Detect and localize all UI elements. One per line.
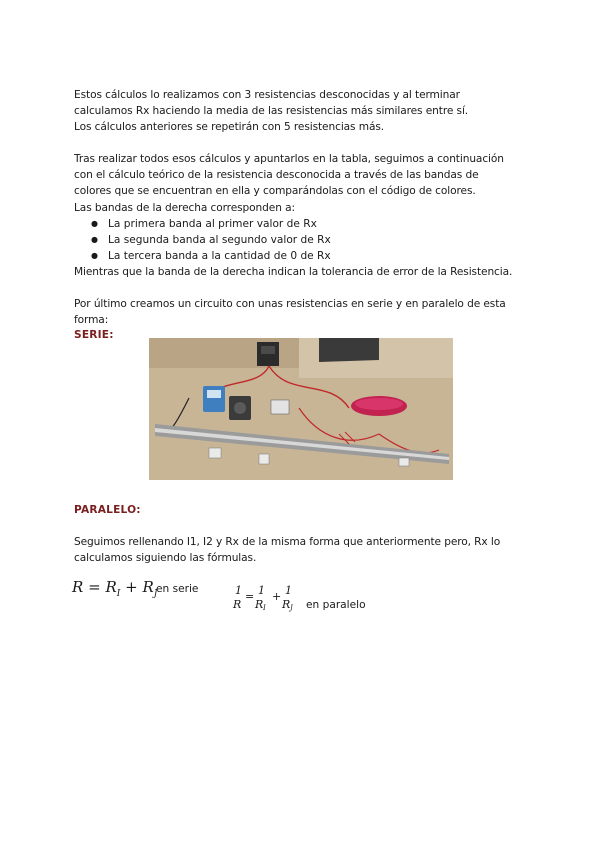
second-line-4: Las bandas de la derecha corresponden a: — [74, 201, 295, 214]
serie-formula-label: en serie — [156, 583, 199, 595]
second-line-2: con el cálculo teórico de la resistencia desconocida a través de las bandas de — [74, 169, 479, 182]
formula-r-total: R — [72, 578, 84, 596]
paralelo-formula — [233, 584, 303, 614]
serie-formula — [72, 578, 157, 599]
formula-r1-sub: I — [116, 589, 121, 599]
third-line-2: forma: — [74, 314, 109, 327]
frac-den-c-sub: J — [290, 604, 293, 612]
frac-one-c: 1 — [285, 584, 292, 597]
list-item: ● La tercera banda a la cantidad de 0 de Rx — [74, 248, 331, 264]
frac-plus: + — [272, 590, 282, 603]
third-line-1: Por último creamos un circuito con unas resistencias en serie y en paralelo de esta — [74, 298, 506, 310]
second-line-1: Tras realizar todos esos cálculos y apuntarlos en la tabla, seguimos a continuación — [74, 153, 504, 165]
closing-line: Mientras que la banda de la derecha indican la tolerancia de error de la Resistencia. — [74, 266, 513, 278]
fourth-line-1: Seguimos rellenando I1, I2 y Rx de la misma forma que anteriormente pero, Rx lo — [74, 536, 501, 548]
circuit-photo-illustration — [149, 338, 453, 480]
intro-line-2: calculamos Rx haciendo la media de las resistencias más similares entre sí. — [74, 105, 469, 118]
fourth-paragraph — [74, 534, 544, 566]
frac-den-c: R — [282, 598, 291, 611]
serie-heading: SERIE: — [74, 329, 114, 341]
frac-den-a: R — [233, 598, 242, 611]
paralelo-heading: PARALELO: — [74, 504, 141, 516]
circuit-photo — [149, 338, 453, 480]
band-list — [74, 216, 331, 265]
list-item: ● La primera banda al primer valor de Rx — [74, 216, 331, 232]
frac-den-b: R — [255, 598, 264, 611]
frac-den-b-sub: I — [263, 604, 266, 612]
third-paragraph — [74, 296, 544, 328]
paralelo-formula-label: en paralelo — [306, 599, 366, 611]
tolerance-sentence — [74, 264, 544, 280]
formula-equals: = — [88, 578, 101, 596]
formula-plus: + — [125, 578, 138, 596]
list-item: ● La segunda banda al segundo valor de Rx — [74, 232, 331, 248]
intro-line-3: Los cálculos anteriores se repetirán con 5 resistencias más. — [74, 121, 385, 134]
fourth-line-2: calculamos siguiendo las fórmulas. — [74, 552, 257, 565]
second-line-3: colores que se encuentran en ella y comparándolas con el código de colores. — [74, 185, 476, 198]
frac-equals: = — [245, 590, 255, 603]
formula-r2-sub: J — [153, 589, 158, 599]
intro-paragraph — [74, 87, 544, 136]
intro-line-1: Estos cálculos lo realizamos con 3 resistencias desconocidas y al terminar — [74, 89, 460, 101]
frac-one-a: 1 — [235, 584, 242, 597]
frac-one-b: 1 — [258, 584, 265, 597]
second-paragraph — [74, 151, 544, 216]
formula-r2: R — [142, 578, 154, 596]
formula-r1: R — [105, 578, 117, 596]
